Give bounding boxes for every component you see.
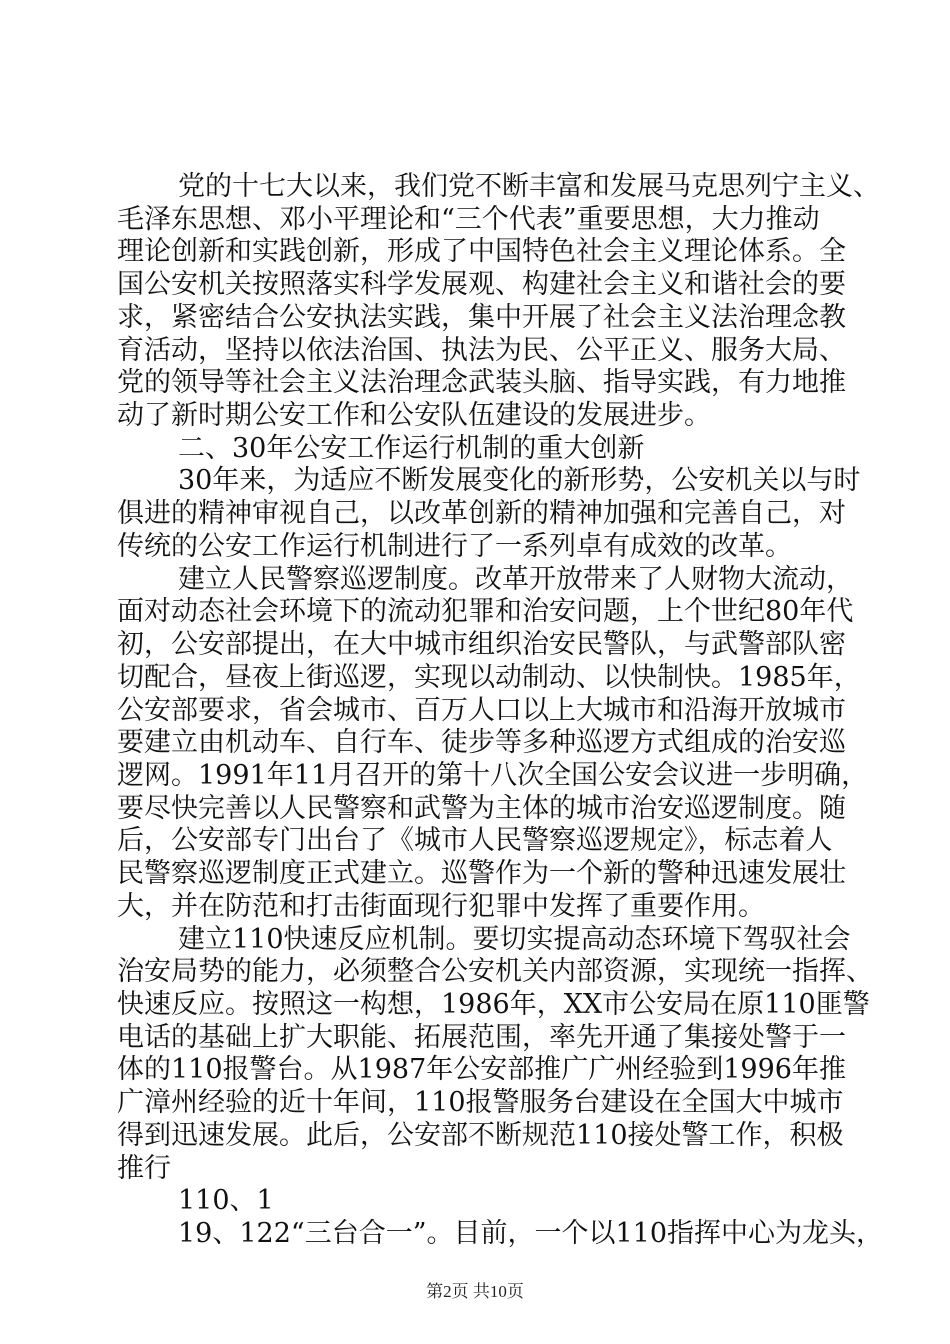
text-line: 广漳州经验的近十年间，110报警服务台建设在全国大中城市 <box>117 1087 844 1118</box>
text-line: 19、122“三台合一”。目前，一个以110指挥中心为龙头， <box>178 1218 884 1249</box>
text-line: 要尽快完善以人民警察和武警为主体的城市治安巡逻制度。随 <box>117 793 846 824</box>
text-line: 动了新时期公安工作和公安队伍建设的发展进步。 <box>117 400 711 431</box>
text-line: 逻网。1991年11月召开的第十八次全国公安会议进一步明确， <box>117 760 869 791</box>
text-line: 国公安机关按照落实科学发展观、构建社会主义和谐社会的要 <box>117 269 846 300</box>
text-line: 建立110快速反应机制。要切实提高动态环境下驾驭社会 <box>178 924 851 955</box>
text-line: 要建立由机动车、自行车、徒步等多种巡逻方式组成的治安巡 <box>117 727 846 758</box>
text-line: 育活动，坚持以依法治国、执法为民、公平正义、服务大局、 <box>117 335 846 366</box>
text-line: 得到迅速发展。此后，公安部不断规范110接处警工作，积极 <box>117 1120 844 1151</box>
text-line: 30年来，为适应不断发展变化的新形势，公安机关以与时 <box>178 465 861 496</box>
text-line: 推行 <box>117 1153 171 1184</box>
text-line: 电话的基础上扩大职能、拓展范围，率先开通了集接处警于一 <box>117 1022 846 1053</box>
text-line: 体的110报警台。从1987年公安部推广广州经验到1996年推 <box>117 1054 846 1085</box>
text-line: 后，公安部专门出台了《城市人民警察巡逻规定》，标志着人 <box>117 825 833 856</box>
page-footer: 第2页 共10页 <box>426 1282 524 1301</box>
text-line: 快速反应。按照这一构想，1986年，XX市公安局在原110匪警 <box>117 989 870 1020</box>
text-line: 面对动态社会环境下的流动犯罪和治安问题，上个世纪80年代 <box>117 596 854 627</box>
text-line: 民警察巡逻制度正式建立。巡警作为一个新的警种迅速发展壮 <box>117 858 846 889</box>
text-line: 党的十七大以来，我们党不断丰富和发展马克思列宁主义、 <box>178 171 880 202</box>
text-line: 毛泽东思想、邓小平理论和“三个代表”重要思想，大力推动 <box>117 204 820 235</box>
text-line: 传统的公安工作运行机制进行了一系列卓有成效的改革。 <box>117 531 792 562</box>
text-line: 切配合，昼夜上街巡逻，实现以动制动、以快制快。1985年， <box>117 662 861 693</box>
text-line: 初，公安部提出，在大中城市组织治安民警队，与武警部队密 <box>117 629 846 660</box>
text-line: 治安局势的能力，必须整合公安机关内部资源，实现统一指挥、 <box>117 956 873 987</box>
text-line: 建立人民警察巡逻制度。改革开放带来了人财物大流动， <box>178 564 853 595</box>
text-line: 公安部要求，省会城市、百万人口以上大城市和沿海开放城市 <box>117 695 846 726</box>
text-line: 求，紧密结合公安执法实践，集中开展了社会主义法治理念教 <box>117 302 846 333</box>
text-line: 大，并在防范和打击街面现行犯罪中发挥了重要作用。 <box>117 891 765 922</box>
text-line: 党的领导等社会主义法治理念武装头脑、指导实践，有力地推 <box>117 367 846 398</box>
text-line: 110、1 <box>178 1185 274 1216</box>
text-line: 俱进的精神审视自己，以改革创新的精神加强和完善自己，对 <box>117 498 846 529</box>
section-heading: 二、30年公安工作运行机制的重大创新 <box>178 433 645 464</box>
text-line: 理论创新和实践创新，形成了中国特色社会主义理论体系。全 <box>117 236 846 267</box>
